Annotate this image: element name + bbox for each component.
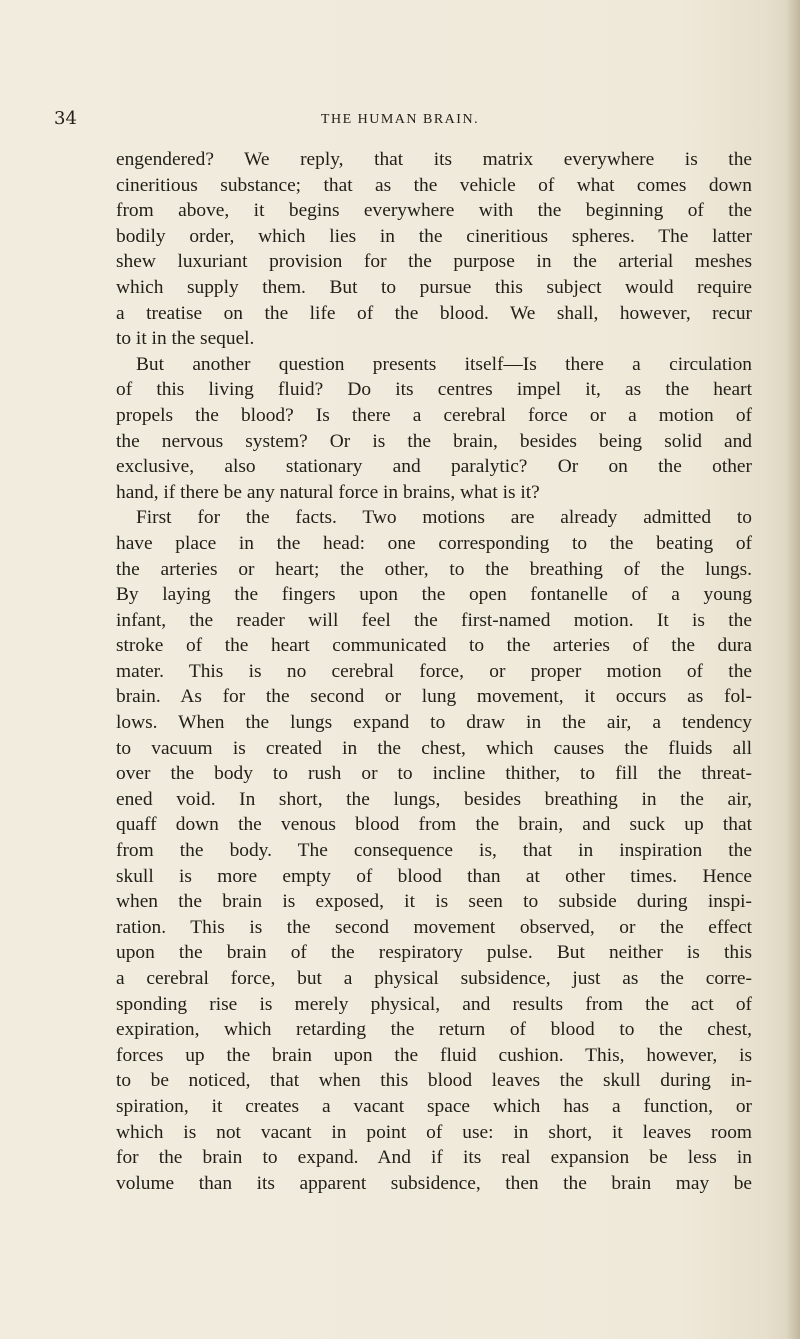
text-line: infant, the reader will feel the first-named motion. It is the <box>116 609 752 631</box>
text-line: shew luxuriant provision for the purpose in the arterial meshes <box>116 251 752 273</box>
text-line: cineritious substance; that as the vehicle of what comes down <box>116 174 752 196</box>
page-edge-shadow <box>786 0 800 1339</box>
text-line: lows. When the lungs expand to draw in the air, a tendency <box>116 712 752 734</box>
text-line: to vacuum is created in the chest, which causes the fluids all <box>116 737 752 759</box>
text-line: to it in the sequel. <box>116 328 255 350</box>
body-text <box>116 147 752 1196</box>
text-line: hand, if there be any natural force in brains, what is it? <box>116 481 540 503</box>
text-line: propels the blood? Is there a cerebral force or a motion of <box>116 404 752 426</box>
text-line: over the body to rush or to incline thither, to fill the threat- <box>116 763 752 785</box>
text-line: from the body. The consequence is, that in inspiration the <box>116 840 752 862</box>
text-line: brain. As for the second or lung movement, it occurs as fol- <box>116 686 752 708</box>
text-line: which is not vacant in point of use: in short, it leaves room <box>116 1121 752 1143</box>
text-line: bodily order, which lies in the cineritious spheres. The latter <box>116 225 752 247</box>
text-line: the nervous system? Or is the brain, besides being solid and <box>116 430 752 452</box>
text-line: volume than its apparent subsidence, then the brain may be <box>116 1172 752 1194</box>
text-line: for the brain to expand. And if its real expansion be less in <box>116 1147 752 1169</box>
text-line: have place in the head: one corresponding to the beating of <box>116 532 752 554</box>
text-line: mater. This is no cerebral force, or proper motion of the <box>116 660 752 682</box>
text-line: But another question presents itself—Is there a circulation <box>136 353 752 375</box>
running-head: THE HUMAN BRAIN. <box>320 112 480 127</box>
text-line: By laying the fingers upon the open fontanelle of a young <box>116 584 752 606</box>
text-line: sponding rise is merely physical, and results from the act of <box>116 993 752 1015</box>
text-line: a cerebral force, but a physical subsidence, just as the corre- <box>116 968 752 989</box>
text-line: when the brain is exposed, it is seen to subside during inspi- <box>116 891 752 913</box>
text-line: skull is more empty of blood than at other times. Hence <box>116 865 752 887</box>
text-line: First for the facts. Two motions are already admitted to <box>136 507 752 529</box>
text-line: quaff down the venous blood from the brain, and suck up that <box>116 814 752 836</box>
text-line: ened void. In short, the lungs, besides breathing in the air, <box>116 788 752 810</box>
text-line: to be noticed, that when this blood leaves the skull during in- <box>116 1070 752 1092</box>
text-line: expiration, which retarding the return of blood to the chest, <box>116 1019 752 1041</box>
page-number: 34 <box>54 108 77 129</box>
text-line: ration. This is the second movement observed, or the effect <box>116 916 752 938</box>
text-line: a treatise on the life of the blood. We shall, however, recur <box>116 302 752 324</box>
text-line: forces up the brain upon the fluid cushion. This, however, is <box>116 1044 752 1066</box>
text-line: engendered? We reply, that its matrix everywhere is the <box>116 149 752 170</box>
text-line: of this living fluid? Do its centres impel it, as the heart <box>116 379 752 401</box>
text-line: the arteries or heart; the other, to the breathing of the lungs. <box>116 558 752 580</box>
text-line: from above, it begins everywhere with the beginning of the <box>116 200 752 222</box>
text-line: spiration, it creates a vacant space which has a function, or <box>116 1095 752 1117</box>
text-line: exclusive, also stationary and paralytic? Or on the other <box>116 456 752 478</box>
text-line: upon the brain of the respiratory pulse. But neither is this <box>116 942 752 964</box>
text-line: which supply them. But to pursue this subject would require <box>116 276 752 298</box>
text-line: stroke of the heart communicated to the arteries of the dura <box>116 635 752 657</box>
